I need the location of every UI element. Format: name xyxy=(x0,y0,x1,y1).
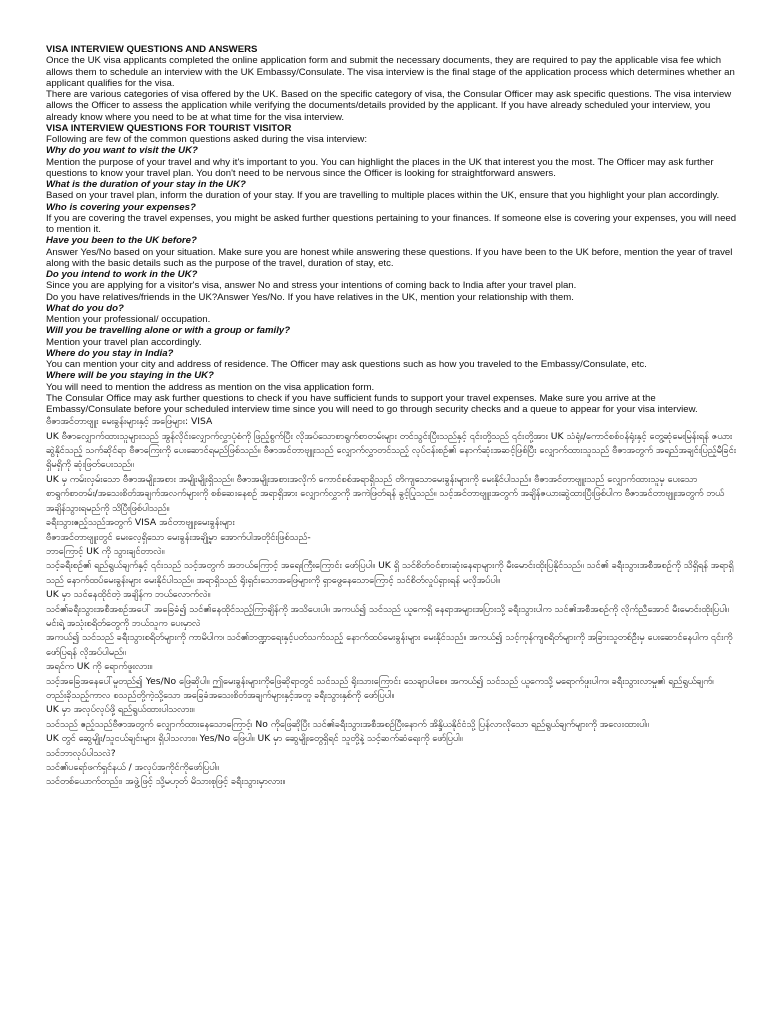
answer-5: Since you are applying for a visitor's visa, answer No and stress your intentions of coming back to India after your travel plan. xyxy=(46,280,577,292)
answer-3: If you are covering the travel expenses, you might be asked further questions pertaining to your finances. If someone else is covering your expenses, you will need to mention it. xyxy=(46,212,737,235)
document-title: VISA INTERVIEW QUESTIONS AND ANSWERS xyxy=(46,44,258,55)
myanmar-title: ဗီဇာအင်တာဗျူး မေးခွန်းများနှင့် အဖြေများ: VISA xyxy=(46,416,213,428)
answer-7: Mention your travel plan accordingly. xyxy=(46,336,202,348)
myanmar-question-1: ဘာကြောင့် UK ကို သွားချင်တာလဲ။ xyxy=(46,545,165,557)
myanmar-question-6: သင်ဘာလုပ်ပါသလဲ? xyxy=(46,747,116,759)
answer-8: You can mention your city and address of residence. The Officer may ask questions such as how you traveled to the Embassy/Consulate, etc. xyxy=(46,359,647,370)
myanmar-answer-4: သင့်အခြေအနေပေါ်မူတည်၍ Yes/No ဖြေဆိုပါ။ ဤမေးခွန်းများကိုဖြေဆိုရာတွင် သင်သည် ရိုးသားကြောင်း သေချာပါစေ။ အကယ်၍ သင်သည် ယူကေသို့ မရောက်ဖူးပါက၊ ခရီးသွားလာမှု၏ ရည်ရွယ်ချက်၊ တည်းခိုသည့်ကာလ စသည်တို့ကဲ့သို့သော အခြေခံအသေးစိတ်အချက်များနှင့်အတူ ခရီးသွားနှစ်ကို ဖော်ပြပါ။ xyxy=(46,675,714,701)
myanmar-question-2: UK မှာ သင်နေထိုင်တဲ့ အချိန်က ဘယ်လောက်လဲ။ xyxy=(46,589,211,601)
myanmar-question-7: သင်တစ်ယောက်တည်း၊ အဖွဲ့ဖြင့် သို့မဟုတ် မိသားစုဖြင့် ခရီးသွားမှာလား။ xyxy=(46,776,286,788)
section-heading-tourist: VISA INTERVIEW QUESTIONS FOR TOURIST VISITOR xyxy=(46,122,292,134)
myanmar-question-3: မင်းရဲ့ အသုံးစရိတ်တွေကို ဘယ်သူက ပေးမှာလဲ xyxy=(46,617,201,629)
answer-5-relatives: Do you have relatives/friends in the UK?Answer Yes/No. If you have relatives in the UK, mention your relationship with them. xyxy=(46,291,574,303)
question-7: Will you be travelling alone or with a group or family? xyxy=(46,325,291,337)
myanmar-answer-2: သင်၏ခရီးသွားအစီအစဉ်အပေါ် အခြေခံ၍ သင်၏နေထိုင်သည့်ကြာချိန်ကို အသိပေးပါ။ အကယ်၍ သင်သည် ယူကေရှိ နေရာအများအပြားသို့ ခရီးသွားပါက သင်၏အစီအစဉ်ကို လိုက်ညီအောင် မီးမောင်းထိုးပြပါ။ xyxy=(46,603,729,615)
myanmar-question-5: UK မှာ အလုပ်လုပ်ဖို့ ရည်ရွယ်ထားပါသလား။ xyxy=(46,704,195,716)
question-5: Do you intend to work in the UK? xyxy=(46,269,198,280)
answer-2: Based on your travel plan, inform the duration of your stay. If you are travelling to multiple places within the UK, ensure that you highlight your plan accordingly. xyxy=(46,190,720,202)
myanmar-answer-5: သင်သည် ဧည့်သည်ဗီဇာအတွက် လျှောက်ထားနေသောကြောင့်၊ No ကိုဖြေဆိုပြီး သင်၏ခရီးသွားအစီအစဉ်ပြီးနောက် အိန္ဒိယနိုင်ငံသို့ ပြန်လာလိုသော ရည်ရွယ်ချက်များကို အလေးထားပါ။ xyxy=(46,718,649,730)
questions-lead: Following are few of the common questions asked during the visa interview: xyxy=(46,134,368,145)
answer-1: Mention the purpose of your travel and why it's important to you. You can highlight the places in the UK that interest you the most. The Officer may ask further questions to know your travel plan. You don't need to be nervous since the Officer is looking for straightforward answers. xyxy=(46,156,714,179)
answer-4: Answer Yes/No based on your situation. Make sure you are honest while answering these questions. If you have been to the UK before, mention the year of travel along with the basic details such as the purpose of the travel, duration of stay, etc. xyxy=(46,246,733,269)
answer-9: You will need to mention the address as mention on the visa application form. xyxy=(46,381,375,393)
question-3: Who is covering your expenses? xyxy=(46,201,196,213)
intro-paragraph-2: There are various categories of visa offered by the UK. Based on the specific category of visa, the Consular Officer may ask specific questions. The visa interview allows the Officer to assess the application while verifying the documents/details provided by the applicant. If you have already scheduled your interview, you already know where you need to be at what time for the visa interview. xyxy=(46,89,732,123)
myanmar-question-4: အရင်က UK ကို ရောက်ဖူးလား။ xyxy=(46,661,153,673)
intro-paragraph-1: Once the UK visa applicants completed the online application form and submit the necessary documents, they are required to pay the applicable visa fee which allows them to schedule an interview with the UK Embassy/Consulate. The visa interview is the final stage of the application process which determines whether an applicant qualifies for the visa. xyxy=(46,55,735,89)
answer-6: Mention your professional/ occupation. xyxy=(46,314,211,325)
question-2: What is the duration of your stay in the UK? xyxy=(46,179,246,190)
myanmar-paragraph-2: UK မှ ကမ်းလှမ်းသော ဗီဇာအမျိုးအစား အမျိုးမျိုးရှိသည်။ ဗီဇာအမျိုးအစားအလိုက် ကောင်စစ်အရာရှိသည် တိကျသောမေးခွန်းများကို မေးနိုင်ပါသည်။ ဗီဇာအင်တာဗျူးသည် လျှောက်ထားသူမှ ပေးသော စာရွက်စာတမ်း/အသေးစိတ်အချက်အလက်များကို စစ်ဆေးနေစဉ် အရာရှိအား လျှောက်လွှာကို အကဲဖြတ်ရန် ခွင့်ပြုသည်။ သင့်အင်တာဗျူးအတွက် အချိန်ဇယားဆွဲထားပြီးဖြစ်ပါက ဗီဇာအင်တာဗျူးအတွက် ဘယ်အချိန်သွားရမည်ကို သိပြီးဖြစ်ပါသည်။ xyxy=(46,473,725,514)
question-1: Why do you want to visit the UK? xyxy=(46,145,198,157)
myanmar-answer-5-relatives: UK တွင် ဆွေမျိုး/သူငယ်ချင်းများ ရှိပါသလား။ Yes/No ဖြေပါ။ UK မှာ ဆွေမျိုးတွေရှိရင် သူတို့နဲ့ သင့်ဆက်ဆံရေးကို ဖော်ပြပါ။ xyxy=(46,733,463,745)
myanmar-answer-3: အကယ်၍ သင်သည် ခရီးသွားစရိတ်များကို ကာမိပါက၊ သင်၏ဘဏ္ဍာရေးနှင့်ပတ်သက်သည့် နောက်ထပ်မေးခွန်းများ မေးနိုင်သည်။ အကယ်၍ သင့်ကုန်ကျစရိတ်များကို အခြားသူတစ်ဦးမှ ပေးဆောင်နေပါက ၎င်းကိုဖော်ပြရန် လိုအပ်ပါမည်။ xyxy=(46,632,733,658)
question-4: Have you been to the UK before? xyxy=(46,235,197,247)
closing-paragraph: The Consular Office may ask further questions to check if you have sufficient funds to support your travel expenses. Make sure you arrive at the Embassy/Consulate before your scheduled interview time since you will need to go through security checks and a queue to appear for your visa interview. xyxy=(46,392,698,415)
question-8: Where do you stay in India? xyxy=(46,347,174,359)
myanmar-questions-lead: ဗီဇာအင်တာဗျူးတွင် မေးလေ့ရှိသော မေးခွန်းအချို့မှာ အောက်ပါအတိုင်းဖြစ်သည်- xyxy=(46,531,311,543)
myanmar-answer-6: သင်၏ပရော်ဖက်ရှင်နယ် / အလုပ်အကိုင်ကိုဖော်ပြပါ။ xyxy=(46,762,219,773)
myanmar-section-heading: ခရီးသွားဧည့်သည်အတွက် VISA အင်တာဗျူးမေးခွန်းများ xyxy=(46,517,235,529)
myanmar-answer-1: သင့်ခရီးစဉ်၏ ရည်ရွယ်ချက်နှင့် ၎င်းသည် သင့်အတွက် အဘယ်ကြောင့် အရေးကြီးကြောင်း ဖော်ပြပါ။ UK ရှိ သင်စိတ်ဝင်စားဆုံးနေရာများကို မီးမောင်းထိုးပြနိုင်သည်။ သင်၏ ခရီးသွားအစီအစဉ်ကို သိရှိရန် အရာရှိသည် နောက်ထပ်မေးခွန်းများ မေးနိုင်ပါသည်။ အရာရှိသည် ရိုးရှင်းသောအဖြေများကို ရှာဖွေနေသောကြောင့် သင်စိတ်လှုပ်ရှားရန် မလိုအပ်ပါ။ xyxy=(46,560,734,586)
myanmar-paragraph-1: UK ဗီဇာလျှောက်ထားသူများသည် အွန်လိုင်းလျှောက်လွှာပုံစံကို ဖြည့်စွက်ပြီး လိုအပ်သောစာရွက်စာတမ်းများ တင်သွင်းပြီးသည်နှင့် ၎င်းတို့သည် ၎င်းတို့အား UK သံရုံး/ကောင်စစ်ဝန်ရုံးနှင့် တွေ့ဆုံမေးမြန်းရန် ဇယားဆွဲနိုင်သည့် သက်ဆိုင်ရာ ဗီဇာကြေးကို ပေးဆောင်ရမည်ဖြစ်သည်။ ဗီဇာအင်တာဗျူးသည် လျှောက်လွှာတင်သည့် လုပ်ငန်းစဉ်၏ နောက်ဆုံးအဆင့်ဖြစ်ပြီး လျှောက်ထားသူသည် ဗီဇာအတွက် အရည်အချင်းပြည့်မီခြင်းရှိမရှိကို ဆုံးဖြတ်ပေးသည်။ xyxy=(46,430,737,471)
question-6: What do you do? xyxy=(46,302,124,314)
question-9: Where will be you staying in the UK? xyxy=(46,370,214,382)
